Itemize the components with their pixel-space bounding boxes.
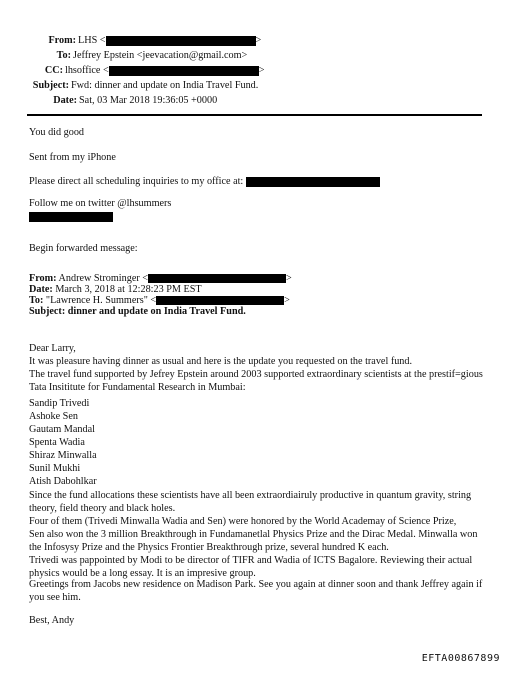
header-from-label: From: xyxy=(48,35,76,46)
list-item: Shiraz Minwalla xyxy=(29,450,97,461)
list-item: Sandip Trivedi xyxy=(29,398,90,409)
redaction-bar xyxy=(148,274,286,283)
header-cc-label: CC: xyxy=(44,65,63,76)
letter-line: Four of them (Trivedi Minwalla Wadia and Sen) were honored by the World Academay of Science Prize, xyxy=(29,516,457,527)
list-item: Sunil Mukhi xyxy=(29,463,81,474)
message-signature-block xyxy=(29,151,494,164)
header-cc-text: lhsoffice < xyxy=(65,65,109,76)
header-from-text: LHS < xyxy=(78,35,106,46)
forwarded-subject-row xyxy=(29,306,292,317)
forwarded-date-value: March 3, 2018 at 12:28:23 PM EST xyxy=(55,284,202,295)
letter-line: theory, field theory and black holes. xyxy=(29,503,176,514)
header-from-close: > xyxy=(255,35,262,46)
header-to-label: To: xyxy=(56,50,71,61)
letter-line: Trivedi was pappointed by Modi to be director of TIFR and Wadia of ICTS Bagalore. Reviewing their actual xyxy=(29,555,473,566)
header-from-value xyxy=(78,33,261,48)
forwarded-to-value: "Lawrence H. Summers" < xyxy=(45,295,157,306)
message-forward-intro xyxy=(29,242,494,255)
forwarded-to-close: > xyxy=(284,295,290,306)
bates-number: EFTA00867899 xyxy=(421,653,500,664)
letter-line: Tata Insititute for Fundamental Research in Mumbai: xyxy=(29,382,246,393)
message-scheduling-block xyxy=(29,175,494,188)
letter-signoff: Best, Andy xyxy=(29,615,75,626)
redaction-line xyxy=(29,210,494,223)
letter-greeting: Dear Larry, xyxy=(29,343,76,354)
letter-signoff-block xyxy=(29,614,494,627)
header-date-row xyxy=(0,93,512,108)
letter-line: The travel fund supported by Jefrey Epstein around 2003 supported extraordinary scientists at the prestif=gious xyxy=(29,369,483,380)
header-to-value: Jeffrey Epstein <jeevacation@gmail.com> xyxy=(73,50,248,61)
forwarded-date-row xyxy=(29,284,292,295)
header-subject-label: Subject: xyxy=(32,80,69,91)
forwarded-header xyxy=(29,273,292,317)
forwarded-from-close: > xyxy=(286,273,292,284)
forwarded-to-row xyxy=(29,295,292,306)
header-cc-close: > xyxy=(258,65,265,76)
redaction-bar xyxy=(156,296,284,305)
letter-line: Sen also won the 3 million Breakthrough in Fundamanetlal Physics Prize and the Dirac Medal. Minwalla won xyxy=(29,529,478,540)
letter-body xyxy=(29,342,494,394)
letter-paragraph-3 xyxy=(29,578,494,604)
scheduling-text: Please direct all scheduling inquiries to my office at: xyxy=(29,176,244,187)
header-to-row xyxy=(0,48,512,63)
message-line: Follow me on twitter @lhsummers xyxy=(29,198,172,209)
list-item: Gautam Mandal xyxy=(29,424,95,435)
message-line: Sent from my iPhone xyxy=(29,152,116,163)
redaction-bar xyxy=(29,212,113,222)
header-date-value: Sat, 03 Mar 2018 19:36:05 +0000 xyxy=(79,95,218,106)
header-from-row xyxy=(0,33,512,48)
list-item: Ashoke Sen xyxy=(29,411,78,422)
header-subject-value: Fwd: dinner and update on India Travel Fund. xyxy=(71,80,259,91)
letter-line: It was pleasure having dinner as usual and here is the update you requested on the travel fund. xyxy=(29,356,413,367)
letter-line: you see him. xyxy=(29,592,81,603)
message-twitter-block xyxy=(29,197,494,223)
forwarded-subject-label: Subject: xyxy=(29,306,66,317)
list-item: Atish Dabohlkar xyxy=(29,476,97,487)
forwarded-from-label: From: xyxy=(29,273,57,284)
list-item: Spenta Wadia xyxy=(29,437,85,448)
header-cc-value xyxy=(65,63,265,78)
header-cc-row xyxy=(0,63,512,78)
redaction-bar xyxy=(109,66,259,76)
scientist-list xyxy=(29,397,494,488)
message-line: You did good xyxy=(29,127,85,138)
letter-line: the Infosysy Prize and the Physics Frontier Breakthrough prize, several hundred K each. xyxy=(29,542,389,553)
header-divider xyxy=(27,114,482,116)
forwarded-date-label: Date: xyxy=(29,284,53,295)
header-subject-row xyxy=(0,78,512,93)
forwarded-from-value: Andrew Strominger < xyxy=(58,273,149,284)
forwarded-from-row xyxy=(29,273,292,284)
letter-line: Greetings from Jacobs new residence on Madison Park. See you again at dinner soon and thank Jeffrey again if xyxy=(29,579,483,590)
header-date-label: Date: xyxy=(53,95,77,106)
message-line: Begin forwarded message: xyxy=(29,243,138,254)
message-body xyxy=(29,126,494,139)
letter-line: Since the fund allocations these scientists have all been extraordiairuly productive in quantum gravity, string xyxy=(29,490,472,501)
email-header xyxy=(0,33,512,108)
redaction-bar xyxy=(106,36,256,46)
redaction-bar xyxy=(246,177,380,187)
forwarded-subject-value: dinner and update on India Travel Fund. xyxy=(67,306,246,317)
message-line xyxy=(29,175,494,188)
forwarded-to-label: To: xyxy=(29,295,44,306)
letter-paragraph-2 xyxy=(29,489,494,580)
letter-line: physics would be a long essay. It is an impresive group. xyxy=(29,568,256,579)
